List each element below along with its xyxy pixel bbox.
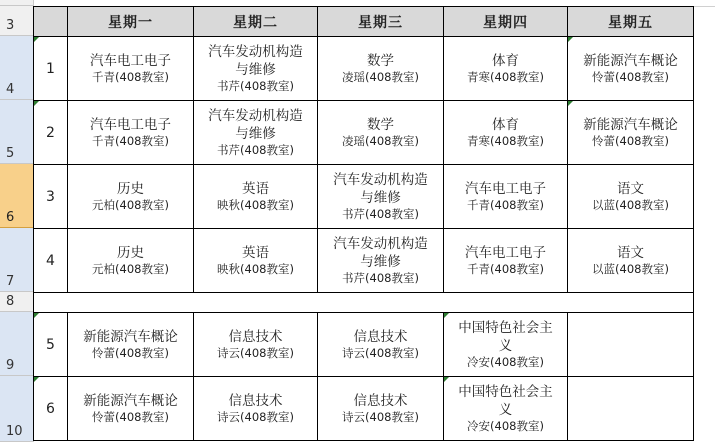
teacher-room: 冷安(408教室) [467, 355, 544, 369]
teacher-room: 映秋(408教室) [217, 262, 294, 276]
row-header-9[interactable]: 9 [0, 312, 33, 376]
course-name: 汽车电工电子 [465, 245, 546, 261]
course-name: 英语 [242, 181, 269, 197]
course-name: 新能源汽车概论 [83, 393, 178, 409]
teacher-room: 映秋(408教室) [217, 198, 294, 212]
course-cell[interactable] [318, 101, 444, 165]
teacher-room: 怜蕾(408教室) [592, 134, 669, 148]
row-header-10[interactable]: 10 [0, 376, 33, 442]
teacher-room: 千青(408教室) [467, 262, 544, 276]
course-name: 历史 [117, 181, 144, 197]
course-name: 信息技术 [228, 393, 283, 409]
course-cell[interactable] [568, 377, 694, 441]
teacher-room: 凌瑶(408教室) [342, 70, 419, 84]
timetable [33, 6, 694, 441]
course-cell[interactable] [194, 313, 318, 377]
course-cell[interactable] [68, 313, 194, 377]
course-name: 信息技术 [228, 329, 283, 345]
teacher-room: 千青(408教室) [467, 198, 544, 212]
course-name: 汽车电工电子 [90, 117, 171, 133]
teacher-room: 以蓝(408教室) [592, 262, 669, 276]
empty-merged-cell[interactable] [34, 293, 694, 313]
teacher-room: 怜蕾(408教室) [92, 346, 169, 360]
course-cell[interactable] [444, 229, 568, 293]
teacher-room: 书芹(408教室) [217, 79, 294, 93]
course-cell[interactable] [318, 37, 444, 101]
course-name: 体育 [492, 53, 519, 69]
period-number-cell[interactable] [34, 313, 68, 377]
course-name: 历史 [117, 245, 144, 261]
course-cell[interactable] [444, 377, 568, 441]
course-name: 汽车电工电子 [90, 53, 171, 69]
course-name: 信息技术 [353, 393, 408, 409]
row-header-8[interactable]: 8 [0, 292, 33, 312]
course-cell[interactable] [568, 165, 694, 229]
course-cell[interactable] [68, 229, 194, 293]
header-corner-cell[interactable] [34, 7, 68, 37]
teacher-room: 千青(408教室) [92, 134, 169, 148]
teacher-room: 诗云(408教室) [217, 410, 294, 424]
course-cell[interactable] [568, 229, 694, 293]
table-row [34, 229, 694, 293]
course-name: 英语 [242, 245, 269, 261]
teacher-room: 怜蕾(408教室) [592, 70, 669, 84]
course-cell[interactable] [318, 229, 444, 293]
table-row [34, 313, 694, 377]
teacher-room: 书芹(408教室) [217, 143, 294, 157]
period-number: 5 [46, 336, 55, 353]
teacher-room: 青寒(408教室) [467, 70, 544, 84]
header-thursday[interactable]: 星期四 [444, 7, 568, 37]
course-cell[interactable] [68, 165, 194, 229]
course-name: 汽车电工电子 [465, 181, 546, 197]
teacher-room: 元柏(408教室) [92, 262, 169, 276]
course-name: 汽车发动机构造与维修 [208, 44, 303, 78]
course-cell[interactable] [444, 313, 568, 377]
teacher-room: 冷安(408教室) [467, 419, 544, 433]
course-name: 体育 [492, 117, 519, 133]
header-row [34, 7, 694, 37]
course-cell[interactable] [444, 101, 568, 165]
course-name: 新能源汽车概论 [83, 329, 178, 345]
course-name: 数学 [367, 53, 394, 69]
course-name: 汽车发动机构造与维修 [333, 172, 428, 206]
course-cell[interactable] [318, 313, 444, 377]
period-number: 4 [46, 252, 55, 269]
period-number-cell[interactable] [34, 37, 68, 101]
teacher-room: 诗云(408教室) [342, 410, 419, 424]
course-cell[interactable] [444, 165, 568, 229]
spacer-row [34, 293, 694, 313]
course-name: 中国特色社会主义 [458, 320, 553, 354]
row-header-3[interactable]: 3 [0, 6, 33, 36]
teacher-room: 千青(408教室) [92, 70, 169, 84]
period-number-cell[interactable] [34, 229, 68, 293]
course-name: 数学 [367, 117, 394, 133]
course-cell[interactable] [568, 37, 694, 101]
teacher-room: 诗云(408教室) [342, 346, 419, 360]
row-header-7[interactable]: 7 [0, 228, 33, 292]
course-cell[interactable] [68, 101, 194, 165]
period-number-cell[interactable] [34, 165, 68, 229]
teacher-room: 书芹(408教室) [342, 271, 419, 285]
course-name: 新能源汽车概论 [583, 117, 678, 133]
course-cell[interactable] [318, 165, 444, 229]
course-cell[interactable] [68, 377, 194, 441]
row-header-column [0, 0, 34, 442]
course-name: 新能源汽车概论 [583, 53, 678, 69]
header-friday[interactable]: 星期五 [568, 7, 694, 37]
course-name: 中国特色社会主义 [458, 384, 553, 418]
period-number: 1 [46, 60, 55, 77]
teacher-room: 书芹(408教室) [342, 207, 419, 221]
course-cell[interactable] [194, 37, 318, 101]
course-cell[interactable] [194, 101, 318, 165]
header-wednesday[interactable]: 星期三 [318, 7, 444, 37]
header-monday[interactable]: 星期一 [68, 7, 194, 37]
course-name: 汽车发动机构造与维修 [208, 108, 303, 142]
course-cell[interactable] [318, 377, 444, 441]
course-cell[interactable] [194, 229, 318, 293]
row-header-4[interactable]: 4 [0, 36, 33, 100]
course-name: 语文 [617, 245, 644, 261]
teacher-room: 青寒(408教室) [467, 134, 544, 148]
teacher-room: 怜蕾(408教室) [92, 410, 169, 424]
course-cell[interactable] [568, 101, 694, 165]
row-header-6[interactable]: 6 [0, 164, 33, 228]
table-row [34, 101, 694, 165]
table-row [34, 37, 694, 101]
course-name: 汽车发动机构造与维修 [333, 236, 428, 270]
period-number: 2 [46, 124, 55, 141]
teacher-room: 元柏(408教室) [92, 198, 169, 212]
table-row [34, 165, 694, 229]
course-cell[interactable] [68, 37, 194, 101]
period-number: 3 [46, 188, 55, 205]
course-cell[interactable] [194, 165, 318, 229]
teacher-room: 凌瑶(408教室) [342, 134, 419, 148]
course-cell[interactable] [568, 313, 694, 377]
header-tuesday[interactable]: 星期二 [194, 7, 318, 37]
course-cell[interactable] [194, 377, 318, 441]
table-row [34, 377, 694, 441]
period-number-cell[interactable] [34, 101, 68, 165]
course-cell[interactable] [444, 37, 568, 101]
course-name: 信息技术 [353, 329, 408, 345]
period-number: 6 [46, 400, 55, 417]
teacher-room: 以蓝(408教室) [592, 198, 669, 212]
teacher-room: 诗云(408教室) [217, 346, 294, 360]
period-number-cell[interactable] [34, 377, 68, 441]
row-header-5[interactable]: 5 [0, 100, 33, 164]
course-name: 语文 [617, 181, 644, 197]
